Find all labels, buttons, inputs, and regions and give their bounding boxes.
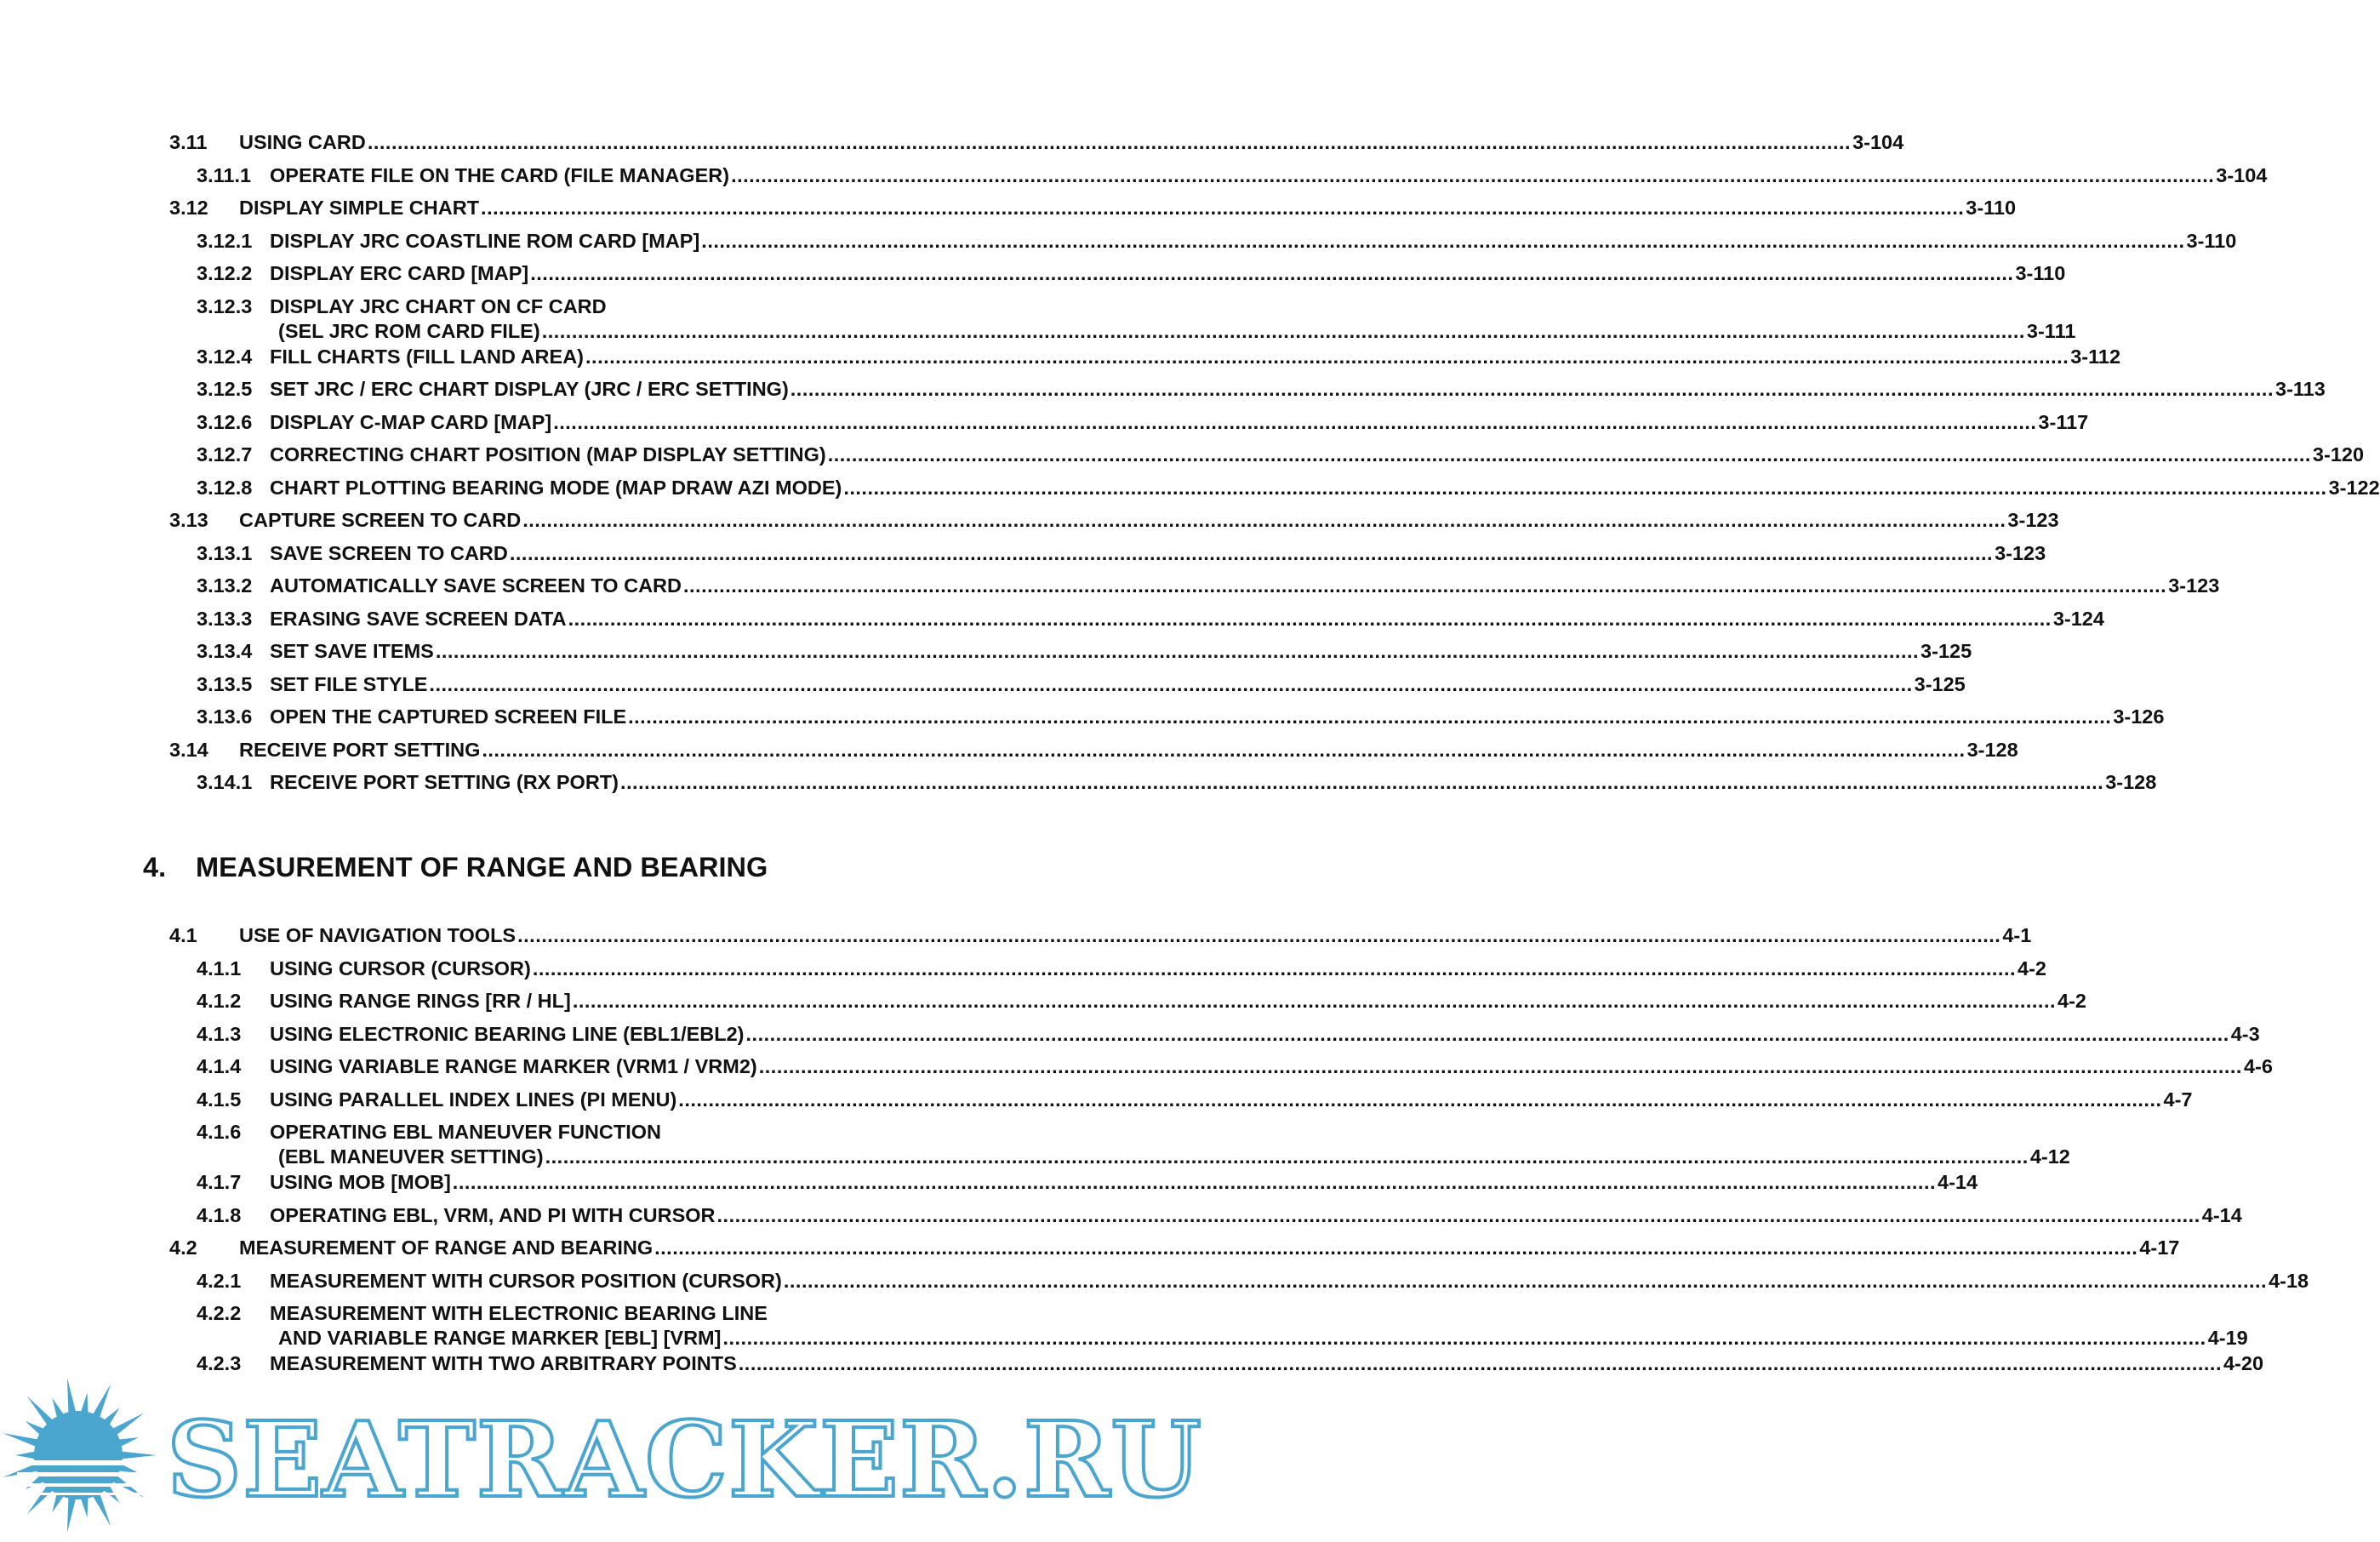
toc-page: 3-110 [2186, 229, 2237, 252]
toc-title: USING CURSOR (CURSOR) [270, 957, 531, 979]
sun-ray [27, 1485, 54, 1515]
toc-title-continued: (SEL JRC ROM CARD FILE) [278, 319, 540, 342]
toc-leader [654, 1231, 2137, 1265]
toc-page: 4-2 [2018, 957, 2046, 979]
toc-title: SAVE SCREEN TO CARD [270, 541, 508, 564]
toc-leader [510, 537, 1993, 570]
toc-title: OPERATING EBL, VRM, AND PI WITH CURSOR [270, 1203, 716, 1226]
toc-page: 3-123 [2168, 574, 2220, 597]
toc-leader [573, 985, 2056, 1018]
toc-number: 3.12.4 [197, 345, 253, 368]
toc-number: 3.12.8 [197, 476, 253, 499]
toc-page: 4-14 [1938, 1171, 1978, 1193]
toc-number: 4.1.1 [197, 957, 242, 979]
toc-page: 4-19 [2207, 1327, 2248, 1349]
toc-title: RECEIVE PORT SETTING [239, 738, 481, 761]
toc-leader [739, 1347, 2222, 1380]
toc-leader [628, 700, 2111, 734]
toc-number: 3.12 [169, 197, 208, 219]
toc-title: DISPLAY ERC CARD [MAP] [270, 262, 529, 284]
toc-entry[interactable] [169, 373, 2326, 406]
toc-title: CAPTURE SCREEN TO CARD [239, 509, 522, 531]
toc-page: 4-17 [2139, 1236, 2180, 1259]
toc-entry[interactable] [169, 985, 2086, 1018]
toc-number: 4.1.2 [197, 990, 242, 1012]
toc-entry[interactable] [169, 126, 1904, 159]
toc-entry[interactable] [169, 340, 2121, 374]
sun-ray [81, 1497, 88, 1518]
toc-leader [368, 126, 1851, 159]
sun-ray [81, 1393, 88, 1414]
toc-entry[interactable] [169, 438, 2365, 471]
sun-ray [15, 1452, 36, 1459]
toc-title: RECEIVE PORT SETTING (RX PORT) [270, 771, 619, 793]
toc-page: 3-128 [1966, 738, 2018, 761]
toc-leader [731, 159, 2214, 192]
toc-leader [482, 734, 1965, 767]
toc-page: 3-123 [1995, 541, 2046, 564]
toc-number: 3.13.6 [197, 705, 253, 728]
toc-title: OPEN THE CAPTURED SCREEN FILE [270, 705, 627, 728]
toc-page: 4-14 [2201, 1203, 2242, 1226]
toc-title: DISPLAY JRC COASTLINE ROM CARD [MAP] [270, 229, 700, 252]
toc-page: 3-120 [2312, 443, 2365, 465]
sun-ray [121, 1452, 157, 1459]
toc-page: 3-128 [2105, 771, 2157, 793]
toc-entry[interactable] [169, 159, 2268, 192]
toc-page: 3-104 [2216, 163, 2268, 186]
toc-title: CORRECTING CHART POSITION (MAP DISPLAY SETTING) [270, 443, 826, 465]
toc-entry[interactable] [169, 569, 2220, 603]
sun-ray [93, 1492, 111, 1526]
toc-entry[interactable] [169, 257, 2066, 290]
toc-title-continued: (EBL MANEUVER SETTING) [278, 1145, 544, 1168]
toc-page: 3-123 [2007, 509, 2059, 531]
toc-entry[interactable] [169, 1116, 2070, 1168]
toc-leader [746, 1018, 2229, 1051]
toc-title: CHART PLOTTING BEARING MODE (MAP DRAW AZI MODE) [270, 476, 842, 499]
toc-title: MEASUREMENT WITH TWO ARBITRARY POINTS [270, 1352, 737, 1374]
toc-entry[interactable] [169, 225, 2237, 258]
sun-ray [111, 1413, 144, 1436]
toc-page: 3-126 [2113, 705, 2165, 728]
toc-title: DISPLAY JRC CHART ON CF CARD [270, 294, 607, 317]
toc-page: 4-6 [2243, 1055, 2273, 1077]
toc-number: 3.12.3 [197, 294, 253, 317]
toc-number: 4.1.8 [197, 1203, 242, 1226]
toc-entry[interactable] [169, 1018, 2260, 1051]
toc-title: AUTOMATICALLY SAVE SCREEN TO CARD [270, 574, 682, 597]
toc-entry[interactable] [169, 734, 2018, 767]
toc-leader [828, 438, 2311, 471]
toc-number: 3.14 [169, 738, 208, 761]
toc-number: 4.2.3 [197, 1352, 242, 1374]
toc-number: 3.12.6 [197, 410, 253, 433]
toc-page: 4-12 [2029, 1145, 2070, 1168]
toc-page: 4-1 [2002, 924, 2032, 946]
toc-entry[interactable] [169, 191, 2017, 225]
toc-number: 3.12.7 [197, 443, 253, 465]
watermark-text: SEATRACKER.RU [167, 1398, 1202, 1521]
toc-number: 3.13.2 [197, 574, 253, 597]
toc-leader [717, 1199, 2200, 1232]
toc-number: 3.13.4 [197, 640, 253, 662]
toc-leader [585, 340, 2069, 374]
toc-page: 4-7 [2163, 1088, 2193, 1111]
toc-title: FILL CHARTS (FILL LAND AREA) [270, 345, 585, 368]
toc-number: 4.2 [169, 1236, 197, 1259]
toc-title: ERASING SAVE SCREEN DATA [270, 607, 567, 630]
toc-entry[interactable] [169, 290, 2076, 342]
toc-leader [784, 1265, 2267, 1298]
toc-entry[interactable] [169, 635, 1972, 668]
chapter-heading [143, 850, 768, 884]
toc-entry[interactable] [169, 1050, 2273, 1083]
toc-entry[interactable] [169, 1347, 2264, 1380]
toc-number: 3.12.5 [197, 378, 253, 400]
toc-entry[interactable] [169, 766, 2157, 799]
toc-entry[interactable] [169, 406, 2089, 439]
toc-title: DISPLAY C-MAP CARD [MAP] [270, 410, 552, 433]
toc-list-chapter-3 [169, 126, 2380, 799]
toc-number: 4.2.1 [197, 1269, 242, 1292]
toc-entry[interactable] [169, 1166, 1978, 1199]
sun-ray [67, 1497, 76, 1533]
toc-leader [790, 373, 2274, 406]
toc-title: MEASUREMENT OF RANGE AND BEARING [239, 1236, 654, 1259]
toc-number: 4.2.2 [197, 1302, 242, 1324]
chapter-title: MEASUREMENT OF RANGE AND BEARING [196, 852, 768, 882]
toc-entry[interactable] [169, 668, 1966, 701]
toc-number: 3.13.3 [197, 607, 253, 630]
toc-number: 3.12.1 [197, 229, 253, 252]
toc-page: 3-125 [1914, 672, 1966, 695]
toc-number: 4.1.3 [197, 1022, 242, 1045]
toc-entry[interactable] [169, 700, 2165, 734]
toc-number: 3.11.1 [197, 163, 252, 186]
toc-page: 3-124 [2052, 607, 2104, 630]
toc-title: DISPLAY SIMPLE CHART [239, 197, 480, 219]
toc-title: SET FILE STYLE [270, 672, 428, 695]
toc-title: SET SAVE ITEMS [270, 640, 434, 662]
toc-number: 3.13.5 [197, 672, 253, 695]
sun-ray [3, 1433, 39, 1447]
toc-leader [759, 1050, 2242, 1083]
chapter-number: 4. [143, 852, 167, 882]
toc-list-chapter-4 [169, 919, 2309, 1380]
toc-title: USING VARIABLE RANGE MARKER (VRM1 / VRM2) [270, 1055, 757, 1077]
toc-leader [553, 406, 2036, 439]
toc-title: USING PARALLEL INDEX LINES (PI MENU) [270, 1088, 677, 1111]
toc-title: USING MOB [MOB] [270, 1171, 451, 1193]
toc-entry[interactable] [169, 504, 2059, 537]
toc-leader [683, 569, 2166, 603]
toc-page: 3-110 [2015, 262, 2066, 284]
toc-leader [429, 668, 1912, 701]
toc-leader [568, 603, 2052, 636]
toc-leader [436, 635, 1919, 668]
toc-leader [522, 504, 2006, 537]
toc-page: 3-113 [2275, 378, 2326, 400]
toc-number: 4.1.7 [197, 1171, 242, 1193]
toc-title: USING RANGE RINGS [RR / HL] [270, 990, 571, 1012]
toc-page: 3-104 [1852, 131, 1904, 153]
toc-entry[interactable] [169, 919, 2032, 952]
toc-leader [678, 1083, 2161, 1117]
toc-entry[interactable] [169, 471, 2380, 505]
sun-ray [27, 1396, 54, 1425]
toc-title: MEASUREMENT WITH ELECTRONIC BEARING LINE [270, 1302, 768, 1324]
toc-number: 4.1.5 [197, 1088, 242, 1111]
toc-title: MEASUREMENT WITH CURSOR POSITION (CURSOR) [270, 1269, 782, 1292]
toc-page: 4-2 [2058, 990, 2086, 1012]
toc-entry[interactable] [169, 1231, 2180, 1265]
toc-title: SET JRC / ERC CHART DISPLAY (JRC / ERC SETTING) [270, 378, 789, 400]
toc-title: USING CARD [239, 131, 366, 153]
toc-number: 3.14.1 [197, 771, 253, 793]
toc-leader [530, 257, 2013, 290]
toc-number: 3.12.2 [197, 262, 253, 284]
toc-number: 3.11 [169, 131, 208, 153]
toc-leader [701, 225, 2184, 258]
toc-leader [843, 471, 2326, 505]
toc-number: 4.1.6 [197, 1121, 242, 1143]
toc-page: 4-18 [2269, 1269, 2309, 1292]
toc-number: 4.1 [169, 924, 197, 946]
toc-page: 3-117 [2038, 410, 2089, 433]
toc-page: 3-111 [2026, 319, 2076, 342]
toc-entry[interactable] [169, 952, 2046, 985]
toc-entry[interactable] [169, 1265, 2309, 1298]
sun-ray [93, 1384, 111, 1418]
toc-title-continued: AND VARIABLE RANGE MARKER [EBL] [VRM] [278, 1327, 722, 1349]
toc-entry[interactable] [169, 603, 2104, 636]
toc-title: OPERATE FILE ON THE CARD (FILE MANAGER) [270, 163, 730, 186]
sun-icon [0, 1372, 170, 1542]
toc-page: 4-20 [2223, 1352, 2264, 1374]
toc-page: 3-122 [2328, 476, 2380, 499]
toc-title: OPERATING EBL MANEUVER FUNCTION [270, 1121, 662, 1143]
toc-entry[interactable] [169, 537, 2046, 570]
toc-leader [620, 766, 2103, 799]
toc-leader [517, 919, 2000, 952]
toc-page: 3-125 [1921, 640, 1972, 662]
toc-number: 4.1.4 [197, 1055, 242, 1077]
toc-title: USE OF NAVIGATION TOOLS [239, 924, 517, 946]
toc-number: 3.13 [169, 509, 208, 531]
toc-page: 3-112 [2070, 345, 2121, 368]
sun-ray [67, 1378, 76, 1414]
toc-entry[interactable] [169, 1199, 2242, 1232]
toc-page: 3-110 [1966, 197, 2017, 219]
toc-leader [453, 1166, 1936, 1199]
toc-number: 3.13.1 [197, 541, 253, 564]
toc-leader [533, 952, 2016, 985]
toc-leader [481, 191, 1964, 225]
toc-title: USING ELECTRONIC BEARING LINE (EBL1/EBL2) [270, 1022, 745, 1045]
toc-page: 4-3 [2230, 1022, 2260, 1045]
toc-entry[interactable] [169, 1297, 2248, 1349]
toc-entry[interactable] [169, 1083, 2193, 1117]
